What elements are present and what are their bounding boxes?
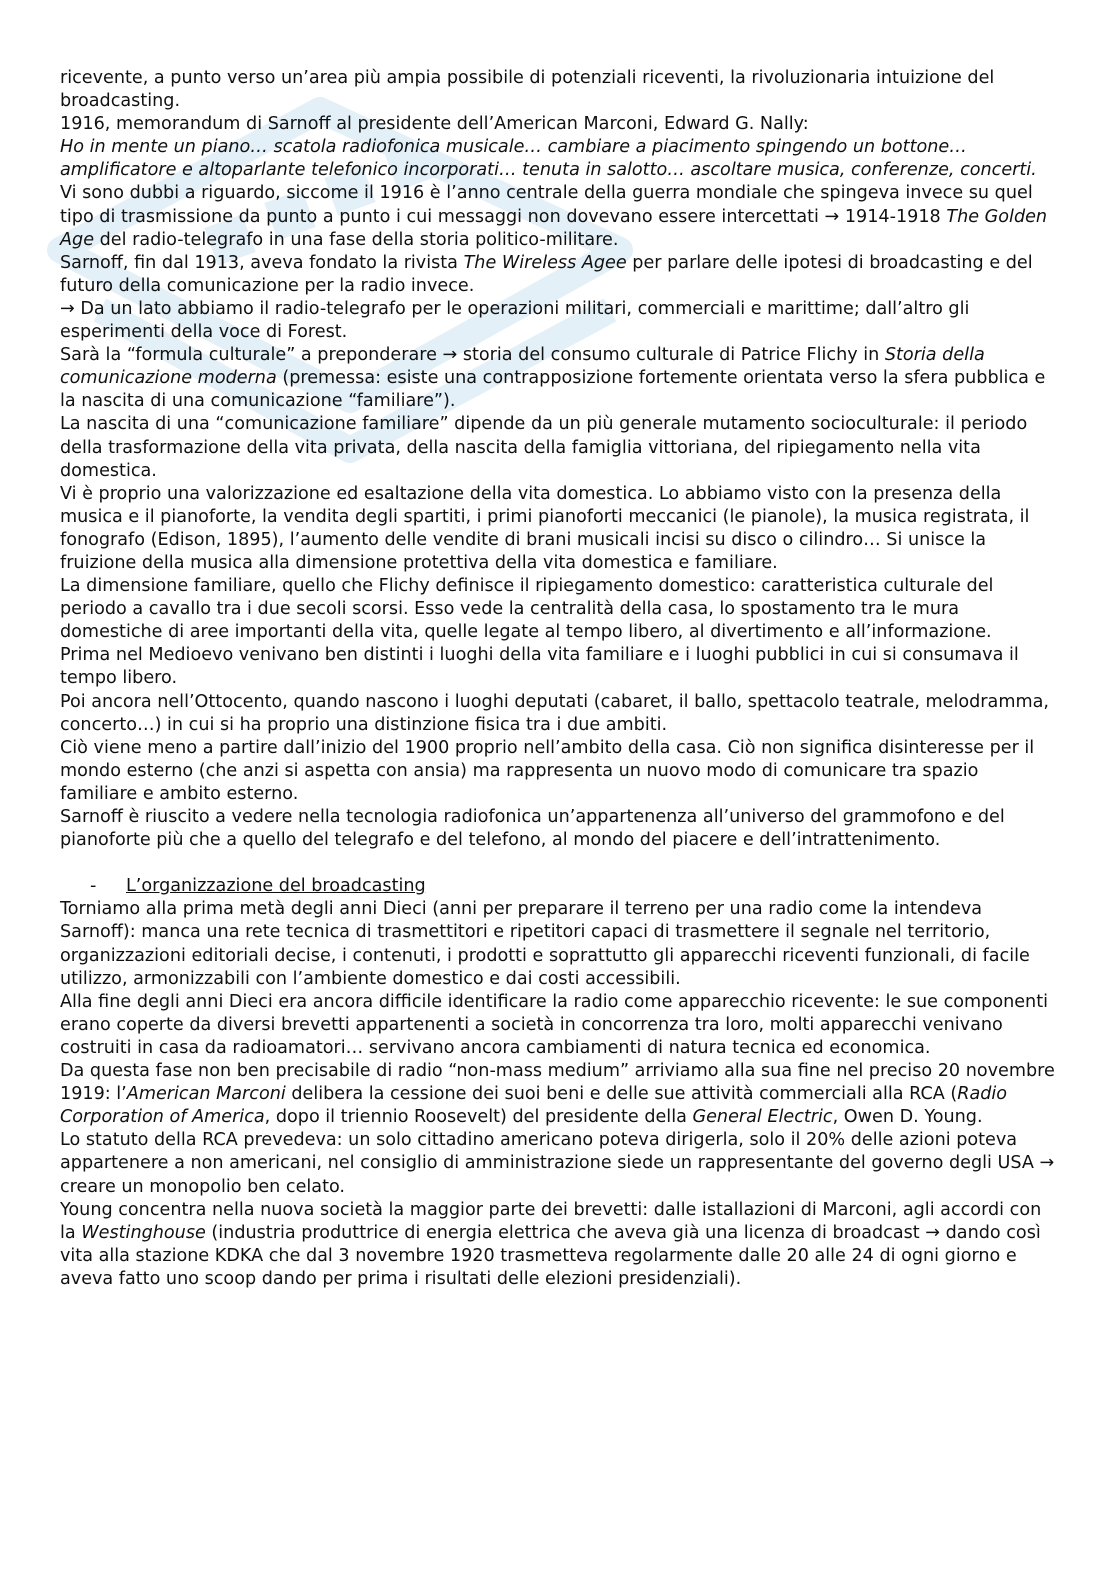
arrow-icon: → xyxy=(925,1222,941,1243)
paragraph: Poi ancora nell’Ottocento, quando nascono i luoghi deputati (cabaret, il ballo, spettacolo teatrale, melodramma, concerto…) in cui si ha proprio una distinzione fisica tra i due ambiti. xyxy=(60,691,1049,735)
arrow-icon: → xyxy=(824,206,840,227)
paragraph: → Da un lato abbiamo il radio-telegrafo per le operazioni militari, commerciali e marittime; dall’altro gli esperimenti della voce di Forest. xyxy=(60,298,970,343)
arrow-icon: → xyxy=(1039,1153,1055,1174)
document-body xyxy=(60,67,1060,1291)
paragraph: Young concentra nella nuova società la maggior parte dei brevetti: dalle istallazioni di Marconi, agli accordi con la Westinghouse (industria produttrice di energia elettrica che aveva già una licenza di broadcast → dando così vita alla stazione KDKA che dal 3 novembre 1920 trasmetteva regolarmente dalle 20 alle 24 di ogni giorno e aveva fatto uno scoop dando per prima i risultati delle elezioni presidenziali). xyxy=(60,1199,1042,1289)
paragraph: Lo statuto della RCA prevedeva: un solo cittadino americano poteva dirigerla, solo il 20% delle azioni poteva appartenere a non americani, nel consiglio di amministrazione siede un rappresentante del governo degli USA → creare un monopolio ben celato. xyxy=(60,1130,1055,1197)
paragraph: 1916, memorandum di Sarnoff al presidente dell’American Marconi, Edward G. Nally: xyxy=(60,114,809,135)
paragraph: Alla fine degli anni Dieci era ancora difficile identificare la radio come apparecchio ricevente: le sue componenti erano coperte da diversi brevetti appartenenti a società in concorrenza tra loro, molti apparecchi venivano costruiti in casa da radioamatori… servivano ancora cambiamenti di natura tecnica ed economica. xyxy=(60,991,1048,1058)
blank-line xyxy=(60,852,1060,875)
quote-paragraph: Ho in mente un piano… scatola radiofonica musicale… cambiare a piacimento spingendo un bottone… amplificatore e altoparlante telefonico incorporati… tenuta in salotto… ascoltare musica, conferenze, concerti. xyxy=(60,137,1037,181)
section-heading xyxy=(60,875,1060,898)
arrow-icon: → xyxy=(60,298,75,319)
paragraph: La dimensione familiare, quello che Flichy definisce il ripiegamento domestico: caratteristica culturale del periodo a cavallo tra i due secoli scorsi. Esso vede la centralità della casa, lo spostamento tra le mura domestiche di aree importanti della vita, quelle legate al tempo libero, al divertimento e all’informazione. xyxy=(60,576,994,643)
heading-bullet: - xyxy=(90,876,97,897)
arrow-icon: → xyxy=(442,345,458,366)
paragraph: Sarnoff, fin dal 1913, aveva fondato la rivista The Wireless Agee per parlare delle ipotesi di broadcasting e del futuro della comunicazione per la radio invece. xyxy=(60,252,1033,296)
paragraph: ricevente, a punto verso un’area più ampia possibile di potenziali riceventi, la rivoluzionaria intuizione del broadcasting. xyxy=(60,68,995,112)
paragraph: La nascita di una “comunicazione familiare” dipende da un più generale mutamento socioculturale: il periodo della trasformazione della vita privata, della nascita della famiglia vittoriana, del ripiegamento nella vita domestica. xyxy=(60,414,1028,481)
paragraph: Prima nel Medioevo venivano ben distinti i luoghi della vita familiare e i luoghi pubblici in cui si consumava il tempo libero. xyxy=(60,645,1019,689)
paragraph: Vi è proprio una valorizzazione ed esaltazione della vita domestica. Lo abbiamo visto con la presenza della musica e il pianoforte, la vendita degli spartiti, i primi pianoforti meccanici (le pianole), la musica registrata, il fonografo (Edison, 1895), l’aumento delle vendite di brani musicali incisi su disco o cilindro… Si unisce la fruizione della musica alla dimensione protettiva della vita domestica e familiare. xyxy=(60,483,1030,573)
paragraph: Vi sono dubbi a riguardo, siccome il 1916 è l’anno centrale della guerra mondiale che spingeva invece su quel tipo di trasmissione da punto a punto i cui messaggi non dovevano essere intercettati → 1914-1918 The Golden Age del radio-telegrafo in una fase della storia politico-militare. xyxy=(60,183,1048,250)
paragraph: Torniamo alla prima metà degli anni Dieci (anni per preparare il terreno per una radio come la intendeva Sarnoff): manca una rete tecnica di trasmettitori e ripetitori capaci di trasmettere il segnale nel territorio, organizzazioni editoriali decise, i contenuti, i prodotti e soprattutto gli apparecchi riceventi funzionali, di facile utilizzo, armonizzabili con l’ambiente domestico e dai costi accessibili. xyxy=(60,899,1030,989)
paragraph: Da questa fase non ben precisabile di radio “non-mass medium” arriviamo alla sua fine nel preciso 20 novembre 1919: l’American Marconi delibera la cessione dei suoi beni e delle sue attività commerciali alla RCA (Radio Corporation of America, dopo il triennio Roosevelt) del presidente della General Electric, Owen D. Young. xyxy=(60,1061,1055,1128)
heading-text: L’organizzazione del broadcasting xyxy=(126,876,426,897)
paragraph: Sarnoff è riuscito a vedere nella tecnologia radiofonica un’appartenenza all’universo del grammofono e del pianoforte più che a quello del telegrafo e del telefono, al mondo del piacere e dell’intrattenimento. xyxy=(60,807,1005,851)
paragraph: Ciò viene meno a partire dall’inizio del 1900 proprio nell’ambito della casa. Ciò non significa disinteresse per il mondo esterno (che anzi si aspetta con ansia) ma rappresenta un nuovo modo di comunicare tra spazio familiare e ambito esterno. xyxy=(60,737,1035,804)
paragraph: Sarà la “formula culturale” a preponderare → storia del consumo culturale di Patrice Flichy in Storia della comunicazione moderna (premessa: esiste una contrapposizione fortemente orientata verso la sfera pubblica e la nascita di una comunicazione “familiare”). xyxy=(60,345,1046,412)
